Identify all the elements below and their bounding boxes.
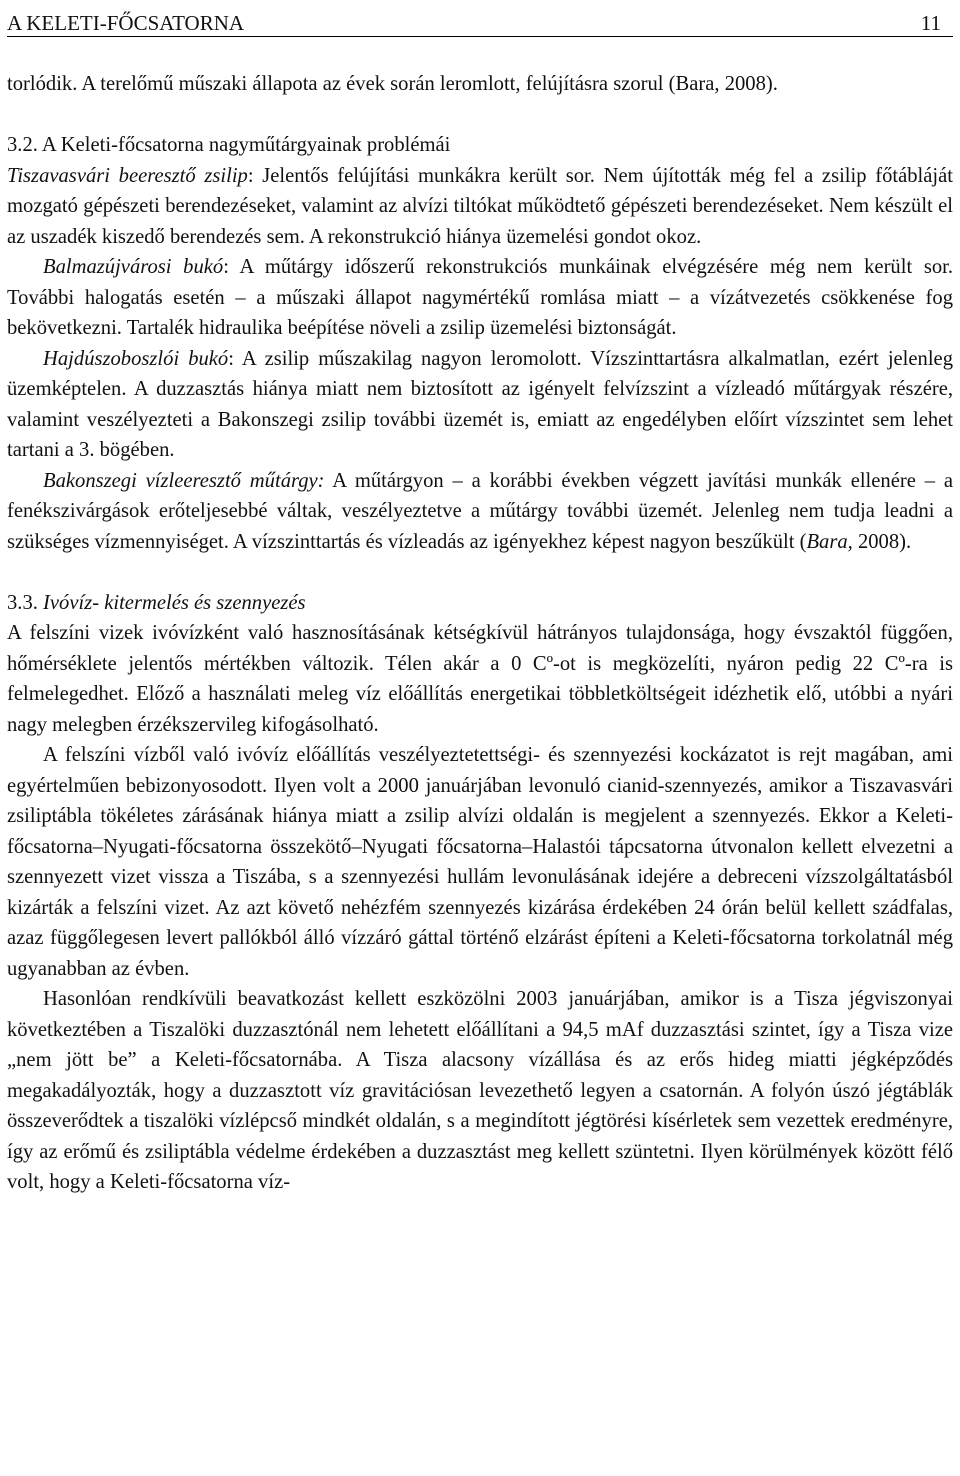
term-hajduszoboszloi: Hajdúszoboszlói bukó	[43, 347, 229, 370]
section-heading-3-3	[7, 588, 953, 619]
running-header	[7, 0, 953, 37]
paragraph-drinking-water-3: Hasonlóan rendkívüli beavatkozást kellett eszközölni 2003 januárjában, amikor is a Tisza jégviszonyai következtében a Tiszalöki duzzasztónál nem lehetett előállítani a 94,5 mAf duzzasztási szintet, így a Tisza vize „nem jött be” a Keleti-főcsatornába. A Tisza alacsony vízállása és az erős hideg miatti jégképződés megakadályozták, hogy a duzzasztott víz gravitációsan levezethető legyen a csatornán. A folyón úszó jégtáblák összeverődtek a tiszalöki vízlépcső mindkét oldalán, s a megindított jégtörési kísérletek sem vezettek eredményre, így az erőmű és zsiliptábla védelme érdekében a duzzasztást meg kellett szüntetni. Ilyen körülmények között félő volt, hogy a Keleti-főcsatorna víz-	[7, 988, 953, 1193]
paragraph-bakonszegi	[7, 466, 953, 558]
section-title-3-3: Ivóvíz- kitermelés és szennyezés	[43, 591, 306, 614]
paragraph-intro: torlódik. A terelőmű műszaki állapota az évek során leromlott, felújításra szorul (Bara, 2008).	[7, 73, 778, 95]
citation-author: Bara,	[806, 530, 853, 553]
body-text	[7, 69, 953, 1198]
running-header-title: A KELETI-FŐCSATORNA	[7, 11, 245, 35]
term-bakonszegi: Bakonszegi vízleeresztő műtárgy:	[43, 469, 325, 492]
text-bakonszegi: A műtárgyon – a korábbi években végzett javítási munkák ellenére – a fenékszivárgások erőteljesebbé váltak, veszélyeztetve a műtárgy további üzemét. Jelenleg nem tudja leadni a szükséges vízmennyiséget. A vízszinttartás és vízleadás az igényekhez képest nagyon beszűkült (	[7, 469, 953, 553]
text-hajduszoboszloi: : A zsilip műszakilag nagyon leromolott. Vízszinttartásra alkalmatlan, ezért jelenleg üzemképtelen. A duzzasztás hiánya miatt nem biztosított az igényelt felvízszint a vízleadó műtárgyak részére, valamint veszélyezteti a Bakonszegi zsilip további üzemét is, emiatt az engedélyben előírt vízszintet sem lehet tartani a 3. bögében.	[7, 347, 953, 461]
paragraph-gap	[7, 100, 953, 131]
page-number: 11	[920, 11, 941, 35]
term-balmazujvarosi: Balmazújvárosi bukó	[43, 256, 224, 278]
citation-year: 2008).	[852, 530, 912, 553]
paragraph-balmazujvarosi	[7, 252, 953, 344]
term-tiszavasvari: Tiszavasvári beeresztő zsilip	[7, 164, 248, 187]
section-number-3-3: 3.3.	[7, 591, 44, 614]
paragraph-gap	[7, 557, 953, 588]
paragraph-drinking-water-1: A felszíni vizek ivóvízként való hasznosításának kétségkívül hátrányos tulajdonsága, hogy évszaktól függően, hőmérséklete jelentős mértékben változik. Télen akár a 0 Cº-ot is megközelíti, nyáron pedig 22 Cº-ra is felmelegedhet. Előző a használati meleg víz előállítás energetikai többletköltségeit idézhetik elő, utóbbi a nyári nagy melegben érzékszervileg kifogásolható.	[7, 622, 953, 736]
section-heading-3-2: 3.2. A Keleti-főcsatorna nagyműtárgyainak problémái	[7, 134, 451, 156]
paragraph-hajduszoboszloi	[7, 344, 953, 466]
text-balmazujvarosi: : A műtárgy időszerű rekonstrukciós munkáinak elvégzésére még nem került sor. További halogatás esetén – a műszaki állapot nagymértékű romlása miatt – a vízátvezetés csökkenése fog bekövetkezni. Tartalék hidraulika beépítése növeli a zsilip üzemelési biztonságát.	[7, 256, 954, 339]
paragraph-drinking-water-2: A felszíni vízből való ivóvíz előállítás veszélyeztetettségi- és szennyezési kockázatot is rejt magában, ami egyértelműen bebizonyosodott. Ilyen volt a 2000 januárjában levonuló cianid-szennyezés, amikor a Tiszavasvári zsiliptábla tökéletes zárásának hiánya miatt a zsilip alvízi oldalán is megjelent a szennyezés. Ekkor a Keleti-főcsatorna–Nyugati-főcsatorna összekötő–Nyugati főcsatorna–Halastói tápcsatorna útvonalon kellett elvezetni a szennyezett vizet vissza a Tiszába, s a szennyezési hullám levonulásának idejére a debreceni vízszolgáltatásból kizárták a felszíni vizet. Az azt követő nehézfém szennyezés kizárása érdekében 24 órán belül kellett szádfalas, azaz függőlegesen levert pallókból álló vízzáró gáttal történő elzárást építeni a Keleti-főcsatorna torkolatnál még ugyanabban az évben.	[7, 744, 953, 980]
paragraph-tiszavasvari	[7, 161, 953, 253]
text-tiszavasvari: : Jelentős felújítási munkákra került sor. Nem újították még fel a zsilip főtábláját mozgató gépészeti berendezéseket, valamint az alvízi tiltókat működtető gépészeti berendezéseket. Nem készült el az uszadék kiszedő berendezés sem. A rekonstrukció hiánya üzemelési gondot okoz.	[7, 164, 953, 248]
